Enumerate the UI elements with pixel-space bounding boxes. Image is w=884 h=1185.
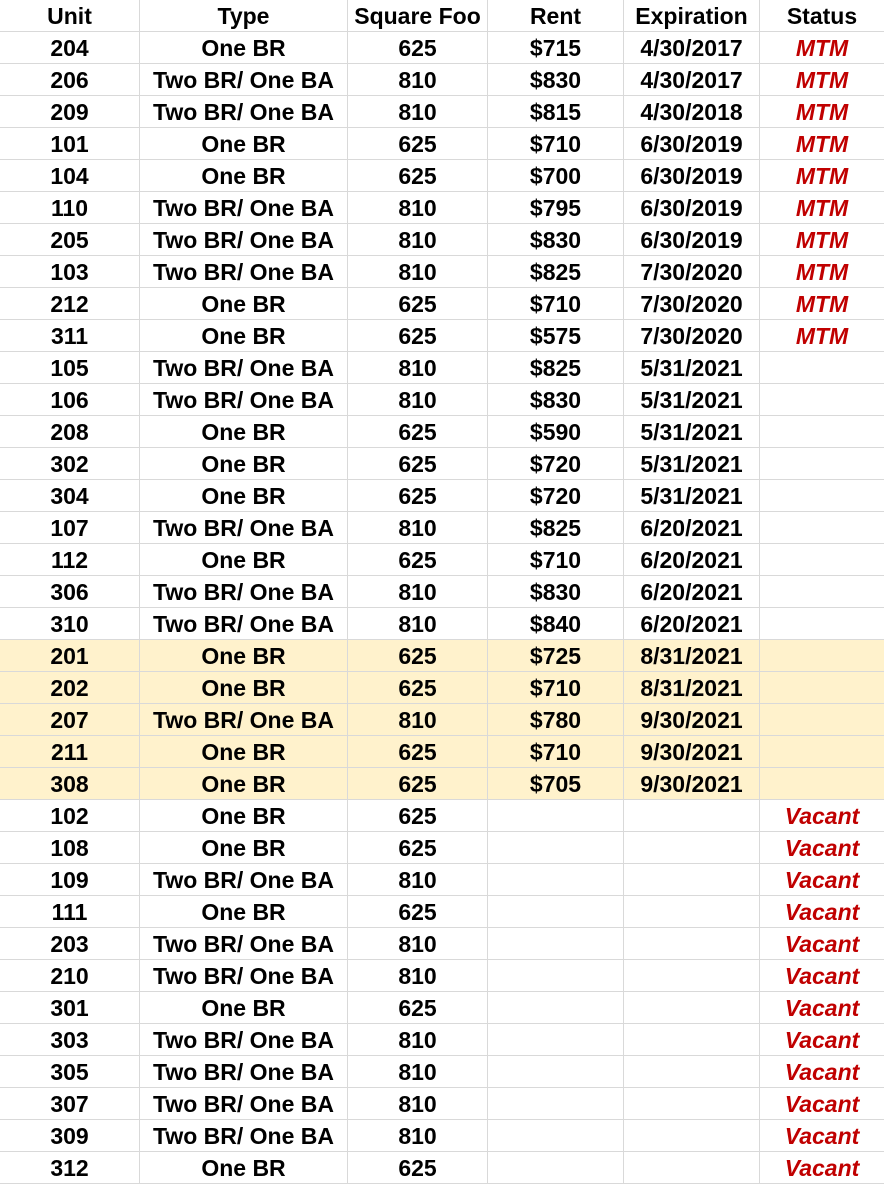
cell-rent[interactable]: $830 bbox=[488, 576, 624, 608]
cell-status[interactable] bbox=[760, 832, 884, 864]
cell-unit[interactable]: 205 bbox=[0, 224, 140, 256]
cell-expiration[interactable]: 6/20/2021 bbox=[624, 608, 760, 640]
cell-unit[interactable]: 206 bbox=[0, 64, 140, 96]
table-row bbox=[0, 672, 884, 704]
cell-square-footage[interactable]: 625 bbox=[348, 1152, 488, 1184]
table-row bbox=[0, 64, 884, 96]
cell-square-footage[interactable]: 810 bbox=[348, 928, 488, 960]
cell-status[interactable] bbox=[760, 544, 884, 576]
cell-status[interactable] bbox=[760, 704, 884, 736]
cell-square-footage[interactable]: 810 bbox=[348, 608, 488, 640]
cell-status[interactable] bbox=[760, 448, 884, 480]
table-row bbox=[0, 1088, 884, 1120]
cell-square-footage[interactable]: 810 bbox=[348, 192, 488, 224]
table-row bbox=[0, 864, 884, 896]
cell-square-footage[interactable]: 625 bbox=[348, 768, 488, 800]
table-row bbox=[0, 928, 884, 960]
cell-type[interactable]: One BR bbox=[140, 800, 348, 832]
status-badge: Vacant bbox=[784, 803, 860, 829]
cell-status[interactable] bbox=[760, 96, 884, 128]
status-badge: Vacant bbox=[784, 1027, 860, 1053]
cell-type[interactable]: One BR bbox=[140, 736, 348, 768]
cell-square-footage[interactable]: 810 bbox=[348, 864, 488, 896]
cell-expiration[interactable] bbox=[624, 960, 760, 992]
cell-unit[interactable]: 301 bbox=[0, 992, 140, 1024]
cell-rent[interactable] bbox=[488, 832, 624, 864]
cell-expiration[interactable] bbox=[624, 992, 760, 1024]
table-row bbox=[0, 640, 884, 672]
cell-square-footage[interactable]: 625 bbox=[348, 832, 488, 864]
status-badge: Vacant bbox=[784, 867, 860, 893]
cell-status[interactable] bbox=[760, 128, 884, 160]
cell-unit[interactable]: 303 bbox=[0, 1024, 140, 1056]
cell-expiration[interactable]: 7/30/2020 bbox=[624, 288, 760, 320]
status-badge: MTM bbox=[795, 67, 849, 93]
cell-rent[interactable]: $830 bbox=[488, 64, 624, 96]
cell-type[interactable]: Two BR/ One BA bbox=[140, 384, 348, 416]
cell-expiration[interactable]: 6/30/2019 bbox=[624, 192, 760, 224]
cell-square-footage[interactable]: 625 bbox=[348, 32, 488, 64]
cell-status[interactable] bbox=[760, 608, 884, 640]
cell-square-footage[interactable]: 625 bbox=[348, 160, 488, 192]
table-row bbox=[0, 288, 884, 320]
cell-rent[interactable] bbox=[488, 864, 624, 896]
cell-unit[interactable]: 211 bbox=[0, 736, 140, 768]
cell-status[interactable] bbox=[760, 864, 884, 896]
cell-rent[interactable]: $710 bbox=[488, 736, 624, 768]
cell-expiration[interactable]: 8/31/2021 bbox=[624, 640, 760, 672]
cell-rent[interactable]: $725 bbox=[488, 640, 624, 672]
cell-square-footage[interactable]: 810 bbox=[348, 96, 488, 128]
cell-status[interactable] bbox=[760, 64, 884, 96]
cell-type[interactable]: Two BR/ One BA bbox=[140, 256, 348, 288]
cell-status[interactable] bbox=[760, 384, 884, 416]
table-row bbox=[0, 448, 884, 480]
cell-rent[interactable]: $575 bbox=[488, 320, 624, 352]
cell-rent[interactable]: $830 bbox=[488, 224, 624, 256]
cell-rent[interactable]: $705 bbox=[488, 768, 624, 800]
cell-expiration[interactable]: 6/20/2021 bbox=[624, 576, 760, 608]
cell-square-footage[interactable]: 810 bbox=[348, 1120, 488, 1152]
cell-status[interactable] bbox=[760, 256, 884, 288]
cell-unit[interactable]: 309 bbox=[0, 1120, 140, 1152]
cell-square-footage[interactable]: 625 bbox=[348, 640, 488, 672]
cell-type[interactable]: One BR bbox=[140, 1152, 348, 1184]
table-row bbox=[0, 832, 884, 864]
cell-square-footage[interactable]: 810 bbox=[348, 64, 488, 96]
cell-status[interactable] bbox=[760, 576, 884, 608]
cell-square-footage[interactable]: 810 bbox=[348, 1024, 488, 1056]
cell-type[interactable]: One BR bbox=[140, 544, 348, 576]
table-row bbox=[0, 768, 884, 800]
cell-status[interactable] bbox=[760, 288, 884, 320]
cell-unit[interactable]: 208 bbox=[0, 416, 140, 448]
cell-expiration[interactable] bbox=[624, 864, 760, 896]
table-row bbox=[0, 384, 884, 416]
cell-status[interactable] bbox=[760, 1120, 884, 1152]
cell-expiration[interactable] bbox=[624, 1088, 760, 1120]
cell-rent[interactable]: $830 bbox=[488, 384, 624, 416]
cell-rent[interactable]: $840 bbox=[488, 608, 624, 640]
cell-unit[interactable]: 102 bbox=[0, 800, 140, 832]
cell-expiration[interactable]: 6/30/2019 bbox=[624, 128, 760, 160]
cell-unit[interactable]: 110 bbox=[0, 192, 140, 224]
cell-unit[interactable]: 209 bbox=[0, 96, 140, 128]
table-row bbox=[0, 1152, 884, 1184]
cell-unit[interactable]: 107 bbox=[0, 512, 140, 544]
table-row bbox=[0, 96, 884, 128]
cell-type[interactable]: One BR bbox=[140, 320, 348, 352]
cell-rent[interactable]: $710 bbox=[488, 544, 624, 576]
cell-square-footage[interactable]: 810 bbox=[348, 512, 488, 544]
cell-type[interactable]: Two BR/ One BA bbox=[140, 704, 348, 736]
cell-unit[interactable]: 207 bbox=[0, 704, 140, 736]
status-badge: MTM bbox=[795, 99, 849, 125]
cell-rent[interactable] bbox=[488, 896, 624, 928]
cell-type[interactable]: Two BR/ One BA bbox=[140, 352, 348, 384]
table-row bbox=[0, 544, 884, 576]
header-row bbox=[0, 0, 884, 32]
cell-square-footage[interactable]: 625 bbox=[348, 288, 488, 320]
cell-expiration[interactable] bbox=[624, 928, 760, 960]
cell-rent[interactable]: $710 bbox=[488, 672, 624, 704]
cell-type[interactable]: Two BR/ One BA bbox=[140, 1120, 348, 1152]
cell-status[interactable] bbox=[760, 320, 884, 352]
cell-status[interactable] bbox=[760, 192, 884, 224]
cell-unit[interactable]: 204 bbox=[0, 32, 140, 64]
cell-square-footage[interactable]: 625 bbox=[348, 128, 488, 160]
cell-unit[interactable]: 201 bbox=[0, 640, 140, 672]
cell-rent[interactable]: $825 bbox=[488, 512, 624, 544]
cell-expiration[interactable]: 5/31/2021 bbox=[624, 352, 760, 384]
cell-type[interactable]: Two BR/ One BA bbox=[140, 512, 348, 544]
cell-square-footage[interactable]: 810 bbox=[348, 1088, 488, 1120]
cell-square-footage[interactable]: 625 bbox=[348, 320, 488, 352]
cell-rent[interactable]: $590 bbox=[488, 416, 624, 448]
cell-square-footage[interactable]: 625 bbox=[348, 416, 488, 448]
cell-status[interactable] bbox=[760, 1152, 884, 1184]
cell-status[interactable] bbox=[760, 960, 884, 992]
header-status[interactable]: Status bbox=[786, 3, 858, 29]
status-badge: MTM bbox=[795, 259, 849, 285]
table-row bbox=[0, 704, 884, 736]
table-row bbox=[0, 512, 884, 544]
cell-type[interactable]: One BR bbox=[140, 128, 348, 160]
cell-expiration[interactable] bbox=[624, 1024, 760, 1056]
status-badge: Vacant bbox=[784, 995, 860, 1021]
cell-type[interactable]: One BR bbox=[140, 768, 348, 800]
cell-expiration[interactable] bbox=[624, 832, 760, 864]
cell-unit[interactable]: 310 bbox=[0, 608, 140, 640]
cell-unit[interactable]: 108 bbox=[0, 832, 140, 864]
cell-expiration[interactable]: 6/20/2021 bbox=[624, 512, 760, 544]
cell-expiration[interactable]: 5/31/2021 bbox=[624, 384, 760, 416]
status-badge: MTM bbox=[795, 131, 849, 157]
cell-status[interactable] bbox=[760, 416, 884, 448]
cell-expiration[interactable]: 4/30/2017 bbox=[624, 64, 760, 96]
table-row bbox=[0, 800, 884, 832]
cell-expiration[interactable] bbox=[624, 1152, 760, 1184]
cell-unit[interactable]: 302 bbox=[0, 448, 140, 480]
cell-unit[interactable]: 106 bbox=[0, 384, 140, 416]
cell-square-footage[interactable]: 625 bbox=[348, 896, 488, 928]
cell-rent[interactable]: $795 bbox=[488, 192, 624, 224]
cell-square-footage[interactable]: 625 bbox=[348, 672, 488, 704]
status-badge: MTM bbox=[795, 323, 849, 349]
cell-unit[interactable]: 104 bbox=[0, 160, 140, 192]
cell-rent[interactable]: $720 bbox=[488, 448, 624, 480]
cell-type[interactable]: Two BR/ One BA bbox=[140, 1056, 348, 1088]
cell-status[interactable] bbox=[760, 1024, 884, 1056]
table-row bbox=[0, 224, 884, 256]
cell-expiration[interactable] bbox=[624, 800, 760, 832]
cell-unit[interactable]: 202 bbox=[0, 672, 140, 704]
status-badge: MTM bbox=[795, 291, 849, 317]
cell-status[interactable] bbox=[760, 224, 884, 256]
table-row bbox=[0, 416, 884, 448]
cell-rent[interactable]: $825 bbox=[488, 256, 624, 288]
cell-square-footage[interactable]: 625 bbox=[348, 992, 488, 1024]
cell-square-footage[interactable]: 810 bbox=[348, 1056, 488, 1088]
cell-square-footage[interactable]: 810 bbox=[348, 384, 488, 416]
cell-type[interactable]: One BR bbox=[140, 896, 348, 928]
cell-type[interactable]: Two BR/ One BA bbox=[140, 224, 348, 256]
table-row bbox=[0, 320, 884, 352]
table-row bbox=[0, 128, 884, 160]
cell-type[interactable]: Two BR/ One BA bbox=[140, 864, 348, 896]
cell-rent[interactable] bbox=[488, 1152, 624, 1184]
cell-expiration[interactable] bbox=[624, 1120, 760, 1152]
cell-type[interactable]: Two BR/ One BA bbox=[140, 608, 348, 640]
header-unit[interactable]: Unit bbox=[0, 0, 140, 32]
cell-rent[interactable] bbox=[488, 1088, 624, 1120]
cell-expiration[interactable]: 5/31/2021 bbox=[624, 480, 760, 512]
cell-expiration[interactable]: 4/30/2018 bbox=[624, 96, 760, 128]
cell-rent[interactable] bbox=[488, 928, 624, 960]
cell-expiration[interactable] bbox=[624, 1056, 760, 1088]
cell-expiration[interactable]: 6/30/2019 bbox=[624, 224, 760, 256]
cell-unit[interactable]: 101 bbox=[0, 128, 140, 160]
cell-status[interactable] bbox=[760, 768, 884, 800]
cell-rent[interactable]: $715 bbox=[488, 32, 624, 64]
status-badge: Vacant bbox=[784, 899, 860, 925]
header-square-footage[interactable]: Square Foo bbox=[348, 0, 488, 32]
table-row bbox=[0, 1120, 884, 1152]
cell-rent[interactable]: $825 bbox=[488, 352, 624, 384]
cell-unit[interactable]: 103 bbox=[0, 256, 140, 288]
table-row bbox=[0, 480, 884, 512]
table-row bbox=[0, 352, 884, 384]
status-badge: MTM bbox=[795, 195, 849, 221]
cell-expiration[interactable]: 8/31/2021 bbox=[624, 672, 760, 704]
cell-status[interactable] bbox=[760, 800, 884, 832]
cell-expiration[interactable]: 6/20/2021 bbox=[624, 544, 760, 576]
cell-type[interactable]: One BR bbox=[140, 832, 348, 864]
cell-rent[interactable]: $700 bbox=[488, 160, 624, 192]
cell-unit[interactable]: 203 bbox=[0, 928, 140, 960]
cell-rent[interactable] bbox=[488, 1024, 624, 1056]
cell-status[interactable] bbox=[760, 512, 884, 544]
cell-expiration[interactable]: 4/30/2017 bbox=[624, 32, 760, 64]
table-row bbox=[0, 992, 884, 1024]
cell-expiration[interactable]: 7/30/2020 bbox=[624, 320, 760, 352]
table-row bbox=[0, 160, 884, 192]
cell-status[interactable] bbox=[760, 1088, 884, 1120]
cell-unit[interactable]: 304 bbox=[0, 480, 140, 512]
cell-type[interactable]: Two BR/ One BA bbox=[140, 64, 348, 96]
cell-type[interactable]: One BR bbox=[140, 160, 348, 192]
cell-square-footage[interactable]: 625 bbox=[348, 544, 488, 576]
cell-expiration[interactable]: 5/31/2021 bbox=[624, 416, 760, 448]
cell-status[interactable] bbox=[760, 736, 884, 768]
cell-status[interactable] bbox=[760, 928, 884, 960]
cell-expiration[interactable]: 9/30/2021 bbox=[624, 736, 760, 768]
status-badge: MTM bbox=[795, 227, 849, 253]
cell-type[interactable]: One BR bbox=[140, 448, 348, 480]
status-badge: Vacant bbox=[784, 1091, 860, 1117]
table-row bbox=[0, 608, 884, 640]
cell-type[interactable]: Two BR/ One BA bbox=[140, 1088, 348, 1120]
cell-rent[interactable] bbox=[488, 960, 624, 992]
cell-unit[interactable]: 307 bbox=[0, 1088, 140, 1120]
cell-square-footage[interactable]: 810 bbox=[348, 352, 488, 384]
status-badge: Vacant bbox=[784, 1123, 860, 1149]
cell-unit[interactable]: 212 bbox=[0, 288, 140, 320]
cell-status[interactable] bbox=[760, 480, 884, 512]
cell-square-footage[interactable]: 625 bbox=[348, 800, 488, 832]
header-expiration[interactable]: Expiration bbox=[624, 0, 760, 32]
status-badge: Vacant bbox=[784, 1155, 860, 1181]
cell-status[interactable] bbox=[760, 896, 884, 928]
cell-expiration[interactable] bbox=[624, 896, 760, 928]
cell-square-footage[interactable]: 810 bbox=[348, 224, 488, 256]
cell-type[interactable]: One BR bbox=[140, 32, 348, 64]
cell-type[interactable]: Two BR/ One BA bbox=[140, 192, 348, 224]
cell-status[interactable] bbox=[760, 640, 884, 672]
cell-status[interactable] bbox=[760, 1056, 884, 1088]
cell-expiration[interactable]: 7/30/2020 bbox=[624, 256, 760, 288]
table-row bbox=[0, 256, 884, 288]
cell-type[interactable]: Two BR/ One BA bbox=[140, 928, 348, 960]
cell-square-footage[interactable]: 810 bbox=[348, 256, 488, 288]
cell-status[interactable] bbox=[760, 160, 884, 192]
cell-unit[interactable]: 311 bbox=[0, 320, 140, 352]
cell-square-footage[interactable]: 625 bbox=[348, 480, 488, 512]
cell-expiration[interactable]: 6/30/2019 bbox=[624, 160, 760, 192]
cell-square-footage[interactable]: 810 bbox=[348, 704, 488, 736]
table-row bbox=[0, 960, 884, 992]
cell-unit[interactable]: 305 bbox=[0, 1056, 140, 1088]
cell-rent[interactable]: $815 bbox=[488, 96, 624, 128]
cell-type[interactable]: Two BR/ One BA bbox=[140, 960, 348, 992]
cell-rent[interactable] bbox=[488, 1056, 624, 1088]
status-badge: MTM bbox=[795, 35, 849, 61]
table-row bbox=[0, 1024, 884, 1056]
cell-square-footage[interactable]: 810 bbox=[348, 576, 488, 608]
header-type[interactable]: Type bbox=[140, 0, 348, 32]
cell-square-footage[interactable]: 625 bbox=[348, 736, 488, 768]
status-badge: MTM bbox=[795, 163, 849, 189]
cell-unit[interactable]: 306 bbox=[0, 576, 140, 608]
cell-type[interactable]: One BR bbox=[140, 288, 348, 320]
status-badge: Vacant bbox=[784, 1059, 860, 1085]
cell-rent[interactable]: $710 bbox=[488, 288, 624, 320]
table-row bbox=[0, 896, 884, 928]
table-row bbox=[0, 32, 884, 64]
cell-rent[interactable] bbox=[488, 800, 624, 832]
cell-unit[interactable]: 109 bbox=[0, 864, 140, 896]
cell-type[interactable]: Two BR/ One BA bbox=[140, 96, 348, 128]
cell-expiration[interactable]: 5/31/2021 bbox=[624, 448, 760, 480]
cell-rent[interactable] bbox=[488, 1120, 624, 1152]
table-row bbox=[0, 1056, 884, 1088]
cell-square-footage[interactable]: 810 bbox=[348, 960, 488, 992]
cell-rent[interactable]: $710 bbox=[488, 128, 624, 160]
cell-type[interactable]: Two BR/ One BA bbox=[140, 576, 348, 608]
cell-unit[interactable]: 112 bbox=[0, 544, 140, 576]
cell-status[interactable] bbox=[760, 672, 884, 704]
cell-rent[interactable]: $720 bbox=[488, 480, 624, 512]
table-row bbox=[0, 576, 884, 608]
table-row bbox=[0, 192, 884, 224]
status-badge: Vacant bbox=[784, 835, 860, 861]
cell-type[interactable]: One BR bbox=[140, 992, 348, 1024]
cell-status[interactable] bbox=[760, 32, 884, 64]
cell-square-footage[interactable]: 625 bbox=[348, 448, 488, 480]
cell-type[interactable]: Two BR/ One BA bbox=[140, 1024, 348, 1056]
cell-rent[interactable] bbox=[488, 992, 624, 1024]
cell-type[interactable]: One BR bbox=[140, 640, 348, 672]
header-rent[interactable]: Rent bbox=[488, 0, 624, 32]
status-badge: Vacant bbox=[784, 931, 860, 957]
cell-expiration[interactable]: 9/30/2021 bbox=[624, 704, 760, 736]
cell-unit[interactable]: 105 bbox=[0, 352, 140, 384]
cell-unit[interactable]: 312 bbox=[0, 1152, 140, 1184]
cell-unit[interactable]: 308 bbox=[0, 768, 140, 800]
cell-rent[interactable]: $780 bbox=[488, 704, 624, 736]
cell-expiration[interactable]: 9/30/2021 bbox=[624, 768, 760, 800]
cell-unit[interactable]: 210 bbox=[0, 960, 140, 992]
cell-unit[interactable]: 111 bbox=[0, 896, 140, 928]
table-row bbox=[0, 736, 884, 768]
cell-type[interactable]: One BR bbox=[140, 672, 348, 704]
cell-status[interactable] bbox=[760, 352, 884, 384]
status-badge: Vacant bbox=[784, 963, 860, 989]
cell-type[interactable]: One BR bbox=[140, 416, 348, 448]
cell-status[interactable] bbox=[760, 992, 884, 1024]
cell-type[interactable]: One BR bbox=[140, 480, 348, 512]
